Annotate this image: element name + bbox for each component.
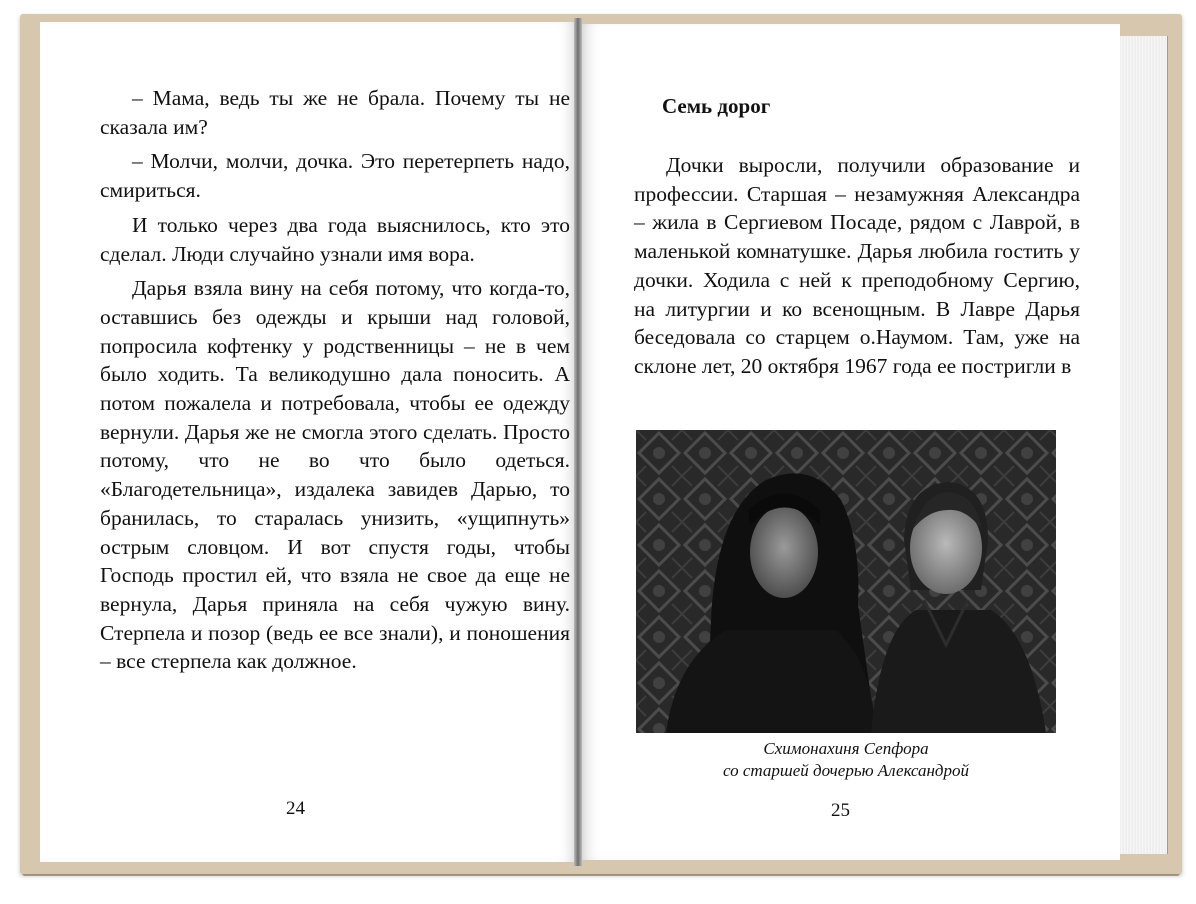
page-number-right: 25 <box>831 800 850 821</box>
paragraph: – Мама, ведь ты же не брала. Почему ты не сказала им? <box>100 86 570 139</box>
caption-line: Схимонахиня Сепфора <box>763 739 929 758</box>
photo-nun-and-daughter <box>636 430 1056 733</box>
caption-line: со старшей дочерью Александрой <box>722 761 970 780</box>
right-page-text <box>634 151 1080 387</box>
paragraph: Дочки выросли, получили образование и профессии. Старшая – незамужняя Александра – жила в Сергиевом Посаде, рядом с Лаврой, в маленькой комнатушке. Дарья любила гостить у дочки. Ходила с ней к преподобному Сергию, на литургии и ко всенощным. В Лавре Дарья беседовала со старцем о.Наумом. Там, уже на склоне лет, 20 октября 1967 года ее постригли в <box>634 153 1080 378</box>
page-number-left: 24 <box>286 798 305 819</box>
right-page <box>580 24 1120 860</box>
chapter-heading: Семь дорог <box>662 94 771 118</box>
paragraph: – Молчи, молчи, дочка. Это перетерпеть надо, смириться. <box>100 149 570 203</box>
photo-caption <box>636 738 1056 782</box>
paragraph: И только через два года выяснилось, кто это сделал. Люди случайно узнали имя вора. <box>100 212 570 266</box>
page-edges <box>1115 36 1168 854</box>
left-page-text <box>100 84 570 682</box>
book-gutter <box>574 18 582 866</box>
paragraph: Дарья взяла вину на себя потому, что когда-то, оставшись без одежды и крыши над головой, попросила кофтенку у родственницы – не в чем было ходить. Та великодушно дала поносить. А потом пожалела и потребовала, чтобы ее одежду вернули. Дарья же не смогла этого сделать. Просто потому, что не во что было одеться. «Благодетельница», издалека завидев Дарью, то бранилась, то старалась унизить, «ущипнуть» острым словцом. И вот спустя годы, чтобы Господь простил ей, что взяла не свое да еще не вернула, Дарья приняла на себя чужую вину. Стерпела и позор (ведь ее все знали), и поношения – все стерпела как должное. <box>100 276 570 674</box>
left-page <box>40 22 579 862</box>
